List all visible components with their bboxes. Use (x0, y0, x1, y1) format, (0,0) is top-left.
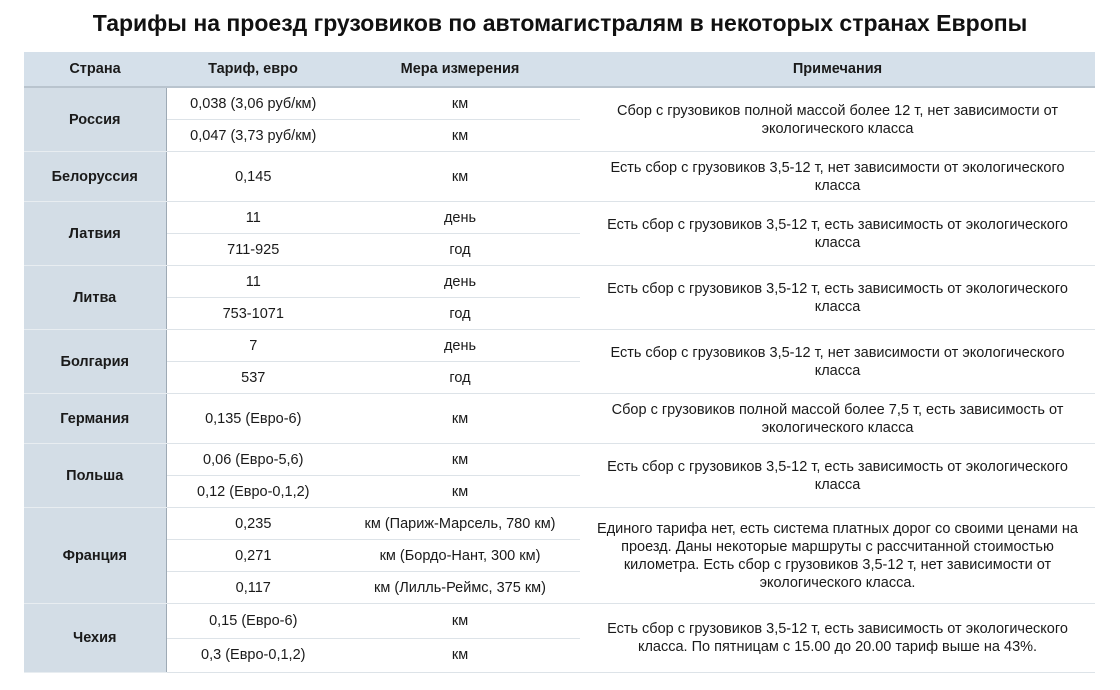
tariff-cell: 0,135 (Евро-6) (166, 394, 340, 444)
tariff-cell: 7 (166, 330, 340, 362)
unit-cell: км (Париж-Марсель, 780 км) (340, 508, 580, 540)
page-title: Тарифы на проезд грузовиков по автомагистралям в некоторых странах Европы (92, 10, 1028, 36)
tariff-cell: 537 (166, 362, 340, 394)
header-unit: Мера измерения (340, 52, 580, 87)
tariff-cell: 0,15 (Евро-6) (166, 604, 340, 639)
table-row (24, 266, 1095, 298)
unit-cell: день (340, 266, 580, 298)
note-cell: Единого тарифа нет, есть система платных дорог со своими ценами на проезд. Даны некоторые маршруты с рассчитанной стоимостью километра. Есть сбор с грузовиков 3,5-12 т, нет зависимости от экологического класса. (580, 508, 1095, 604)
tariff-cell: 711-925 (166, 234, 340, 266)
table-row (24, 87, 1095, 120)
tariff-cell: 0,12 (Евро-0,1,2) (166, 476, 340, 508)
note-cell: Есть сбор с грузовиков 3,5-12 т, есть зависимость от экологического класса (580, 266, 1095, 330)
unit-cell: км (340, 476, 580, 508)
country-cell: Чехия (24, 604, 166, 673)
header-notes: Примечания (580, 52, 1095, 87)
country-cell: Белоруссия (24, 152, 166, 202)
unit-cell: км (340, 120, 580, 152)
note-cell: Есть сбор с грузовиков 3,5-12 т, нет зависимости от экологического класса (580, 330, 1095, 394)
tariff-cell: 0,271 (166, 540, 340, 572)
header-row (24, 52, 1095, 87)
country-cell: Польша (24, 444, 166, 508)
unit-cell: год (340, 298, 580, 330)
country-cell: Литва (24, 266, 166, 330)
tariff-cell: 11 (166, 266, 340, 298)
header-tariff: Тариф, евро (166, 52, 340, 87)
tariff-cell: 11 (166, 202, 340, 234)
unit-cell: год (340, 362, 580, 394)
table-row (24, 202, 1095, 234)
unit-cell: км (340, 87, 580, 120)
table-row (24, 508, 1095, 540)
country-cell: Франция (24, 508, 166, 604)
unit-cell: км (Бордо-Нант, 300 км) (340, 540, 580, 572)
note-cell: Есть сбор с грузовиков 3,5-12 т, есть зависимость от экологического класса (580, 444, 1095, 508)
note-cell: Есть сбор с грузовиков 3,5-12 т, есть зависимость от экологического класса. По пятницам с 15.00 до 20.00 тариф выше на 43%. (580, 604, 1095, 673)
tariff-table (24, 52, 1095, 673)
tariff-cell: 0,235 (166, 508, 340, 540)
tariff-cell: 753-1071 (166, 298, 340, 330)
country-cell: Латвия (24, 202, 166, 266)
note-cell: Есть сбор с грузовиков 3,5-12 т, нет зависимости от экологического класса (580, 152, 1095, 202)
tariff-cell: 0,06 (Евро-5,6) (166, 444, 340, 476)
unit-cell: км (340, 604, 580, 639)
unit-cell: км (340, 394, 580, 444)
country-cell: Германия (24, 394, 166, 444)
country-cell: Россия (24, 87, 166, 152)
tariff-cell: 0,145 (166, 152, 340, 202)
unit-cell: км (Лилль-Реймс, 375 км) (340, 572, 580, 604)
note-cell: Есть сбор с грузовиков 3,5-12 т, есть зависимость от экологического класса (580, 202, 1095, 266)
table-row (24, 152, 1095, 202)
table-row (24, 330, 1095, 362)
tariff-cell: 0,047 (3,73 руб/км) (166, 120, 340, 152)
tariff-cell: 0,3 (Евро-0,1,2) (166, 638, 340, 673)
unit-cell: км (340, 152, 580, 202)
tariff-cell: 0,117 (166, 572, 340, 604)
header-country: Страна (24, 52, 166, 87)
unit-cell: день (340, 202, 580, 234)
unit-cell: день (340, 330, 580, 362)
note-cell: Сбор с грузовиков полной массой более 7,5 т, есть зависимость от экологического класса (580, 394, 1095, 444)
country-cell: Болгария (24, 330, 166, 394)
tariff-cell: 0,038 (3,06 руб/км) (166, 87, 340, 120)
table-row (24, 604, 1095, 639)
table-row (24, 394, 1095, 444)
unit-cell: год (340, 234, 580, 266)
table-row (24, 444, 1095, 476)
note-cell: Сбор с грузовиков полной массой более 12 т, нет зависимости от экологического класса (580, 87, 1095, 152)
unit-cell: км (340, 638, 580, 673)
unit-cell: км (340, 444, 580, 476)
